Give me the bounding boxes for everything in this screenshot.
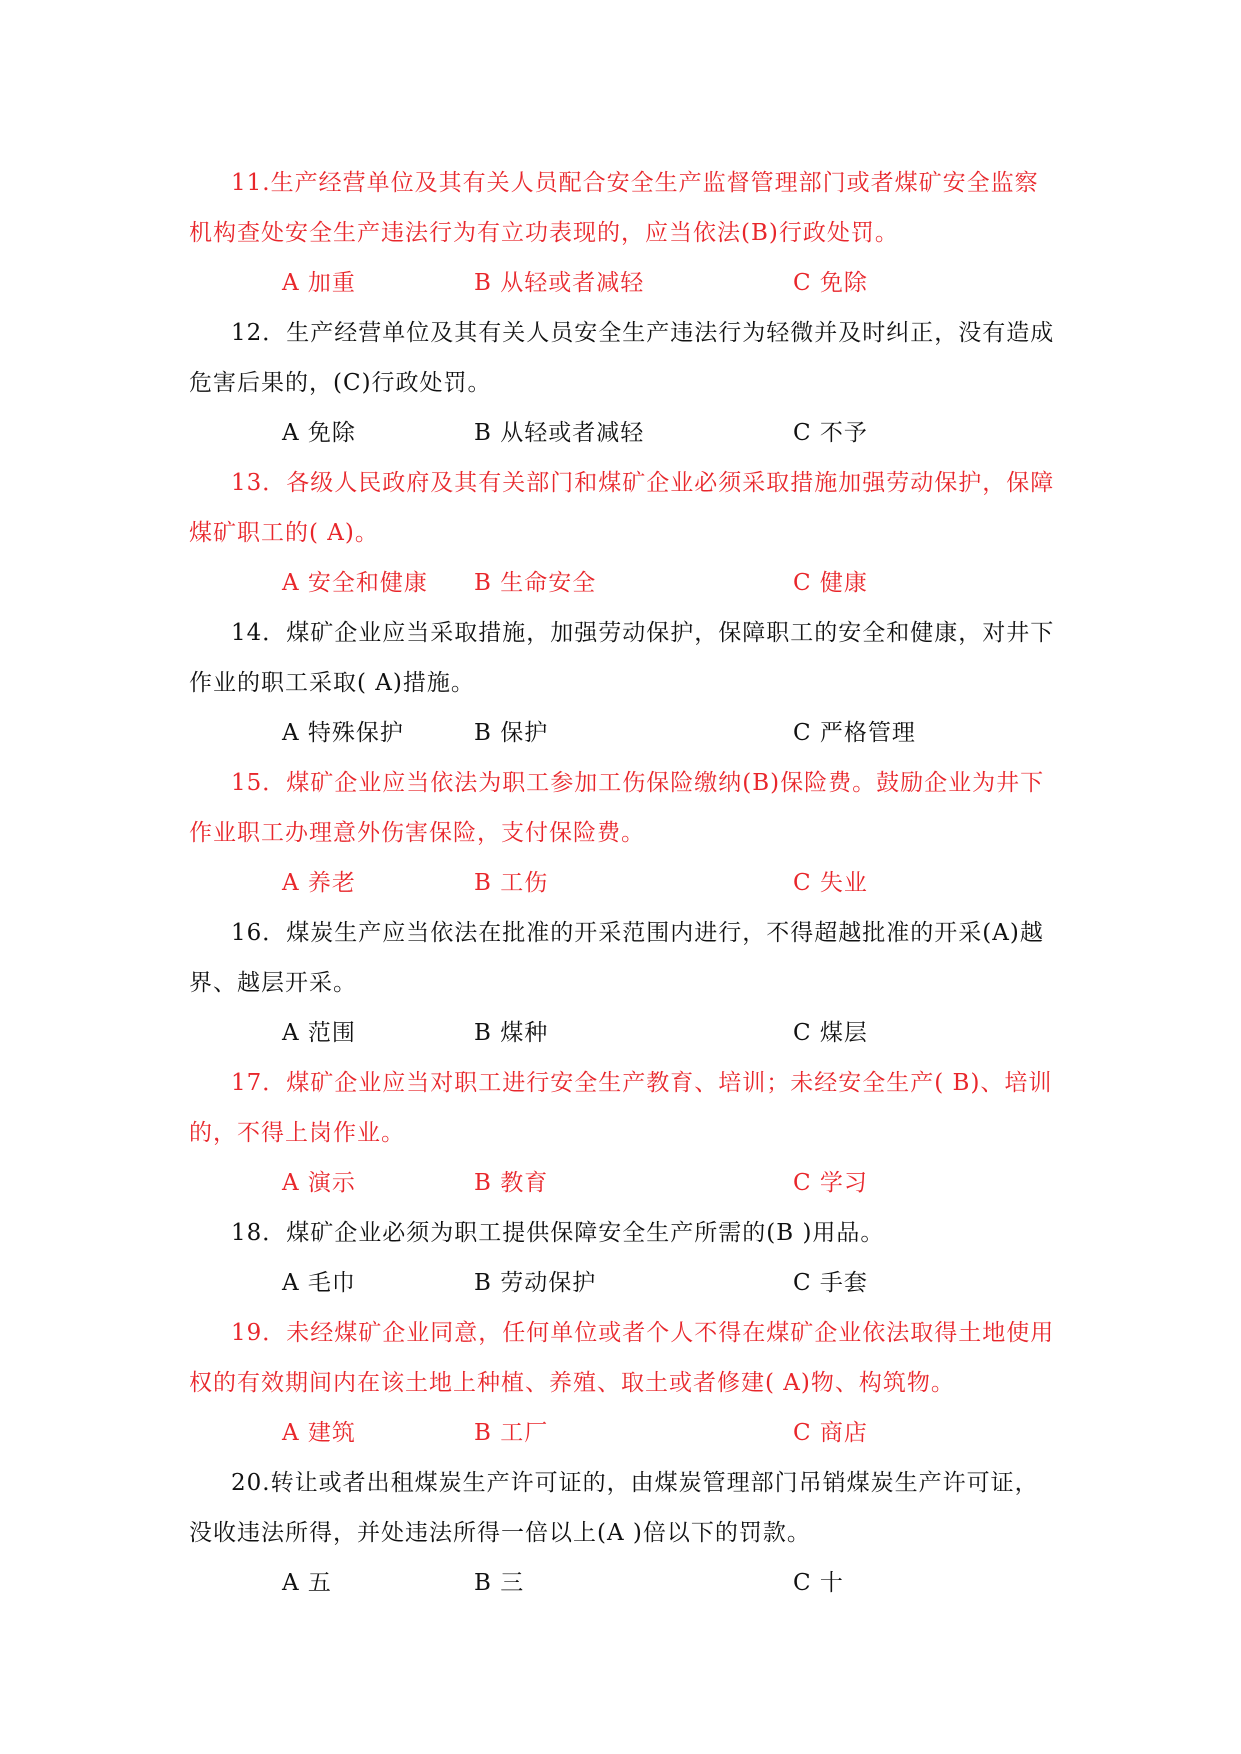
question-text: 16．煤炭生产应当依法在批准的开采范围内进行，不得超越批准的开采(A)越界、越层开采。 [189, 920, 1044, 996]
answer-options [189, 408, 1057, 458]
option-c: C 不予 [793, 420, 868, 446]
option-a: A 养老 [282, 870, 356, 896]
option-b: B 工伤 [474, 870, 549, 896]
question-text: 15．煤矿企业应当依法为职工参加工伤保险缴纳(B)保险费。鼓励企业为井下作业职工办理意外伤害保险，支付保险费。 [189, 770, 1045, 846]
question-text: 14．煤矿企业应当采取措施，加强劳动保护，保障职工的安全和健康，对井下作业的职工采取( A)措施。 [189, 620, 1055, 696]
answer-options [189, 1408, 1057, 1458]
option-b: B 工厂 [474, 1420, 549, 1446]
option-a: A 五 [282, 1570, 332, 1596]
option-b: B 煤种 [474, 1020, 549, 1046]
question-text: 20.转让或者出租煤炭生产许可证的，由煤炭管理部门吊销煤炭生产许可证，没收违法所得，并处违法所得一倍以上(A )倍以下的罚款。 [189, 1470, 1039, 1546]
option-c: C 煤层 [793, 1020, 868, 1046]
answer-options [189, 1158, 1057, 1208]
option-a: A 毛巾 [282, 1270, 356, 1296]
option-c: C 学习 [793, 1170, 868, 1196]
option-a: A 免除 [282, 420, 356, 446]
question-block [189, 908, 1057, 1058]
question-block [189, 1308, 1057, 1458]
question-text: 11.生产经营单位及其有关人员配合安全生产监督管理部门或者煤矿安全监察机构查处安全生产违法行为有立功表现的，应当依法(B)行政处罚。 [189, 170, 1039, 246]
option-b: B 劳动保护 [474, 1270, 597, 1296]
question-text: 12．生产经营单位及其有关人员安全生产违法行为轻微并及时纠正，没有造成危害后果的，(C)行政处罚。 [189, 320, 1055, 396]
option-c: C 十 [793, 1570, 844, 1596]
answer-options [189, 1258, 1057, 1308]
option-c: C 免除 [793, 270, 868, 296]
question-list [189, 158, 1057, 1608]
question-block [189, 458, 1057, 608]
option-a: A 建筑 [282, 1420, 356, 1446]
question-block [189, 1458, 1057, 1608]
question-text: 17．煤矿企业应当对职工进行安全生产教育、培训；未经安全生产( B)、培训的，不得上岗作业。 [189, 1070, 1053, 1146]
option-a: A 范围 [282, 1020, 356, 1046]
option-b: B 教育 [474, 1170, 549, 1196]
question-block [189, 158, 1057, 308]
option-b: B 三 [474, 1570, 525, 1596]
option-b: B 保护 [474, 720, 549, 746]
question-text: 19．未经煤矿企业同意，任何单位或者个人不得在煤矿企业依法取得土地使用权的有效期间内在该土地上种植、养殖、取土或者修建( A)物、构筑物。 [189, 1320, 1055, 1396]
option-b: B 从轻或者减轻 [474, 420, 645, 446]
option-a: A 演示 [282, 1170, 356, 1196]
option-b: B 生命安全 [474, 570, 597, 596]
option-c: C 失业 [793, 870, 868, 896]
answer-options [189, 858, 1057, 908]
answer-options [189, 1558, 1057, 1608]
answer-options [189, 1008, 1057, 1058]
question-block [189, 1058, 1057, 1208]
option-c: C 健康 [793, 570, 868, 596]
option-c: C 商店 [793, 1420, 868, 1446]
option-a: A 安全和健康 [282, 570, 428, 596]
option-a: A 特殊保护 [282, 720, 404, 746]
answer-options [189, 708, 1057, 758]
answer-options [189, 558, 1057, 608]
question-block [189, 308, 1057, 458]
answer-options [189, 258, 1057, 308]
question-block [189, 1208, 1057, 1308]
option-c: C 严格管理 [793, 720, 916, 746]
question-block [189, 608, 1057, 758]
question-text: 13．各级人民政府及其有关部门和煤矿企业必须采取措施加强劳动保护，保障煤矿职工的( A)。 [189, 470, 1055, 546]
question-text: 18．煤矿企业必须为职工提供保障安全生产所需的(B )用品。 [231, 1220, 885, 1246]
question-block [189, 758, 1057, 908]
option-b: B 从轻或者减轻 [474, 270, 645, 296]
option-a: A 加重 [282, 270, 356, 296]
option-c: C 手套 [793, 1270, 868, 1296]
